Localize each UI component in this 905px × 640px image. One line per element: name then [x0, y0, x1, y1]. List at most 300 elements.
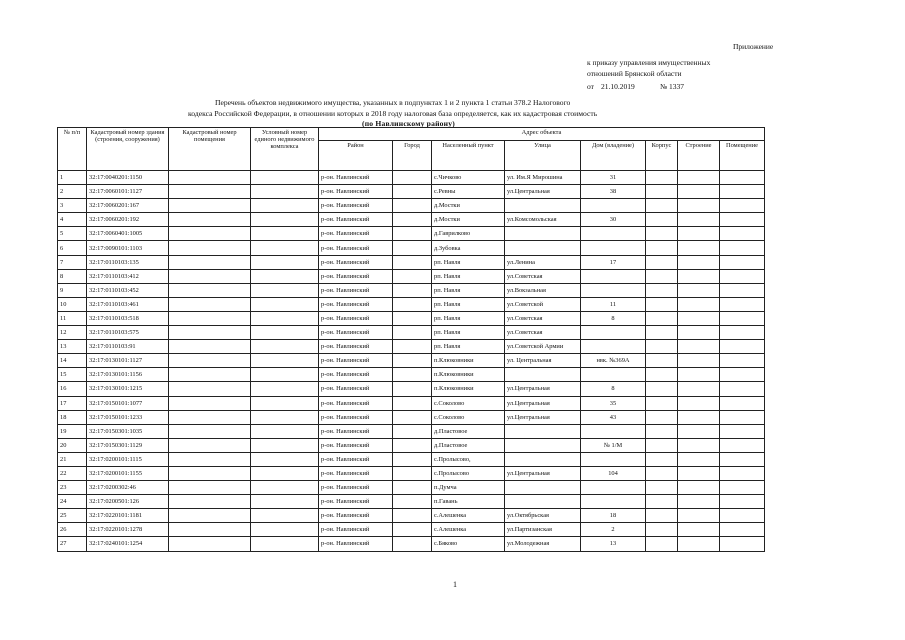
table-row	[58, 326, 765, 340]
header-address: Адрес объекта	[319, 128, 765, 141]
cell-structure	[678, 368, 720, 382]
cell-room-number	[169, 255, 251, 269]
cell-num: 14	[58, 354, 87, 368]
cell-house: 31	[581, 171, 646, 185]
cell-room-number	[169, 354, 251, 368]
cell-city	[393, 382, 432, 396]
table-row	[58, 495, 765, 509]
cell-room-number	[169, 227, 251, 241]
cell-district: р-он. Навлинский	[319, 466, 393, 480]
table-row	[58, 354, 765, 368]
cell-street: ул.Ленина	[505, 255, 581, 269]
cell-room	[720, 283, 765, 297]
cell-district: р-он. Навлинский	[319, 227, 393, 241]
cell-room	[720, 382, 765, 396]
cell-cadastral-number: 32:17:0130101:1215	[87, 382, 169, 396]
cell-street: ул.Партизанская	[505, 523, 581, 537]
document-heading-line-1: Перечень объектов недвижимого имущества, указанных в подпунктах 1 и 2 пункта 1 статьи 378.2 Налогового	[215, 98, 571, 107]
cell-street: ул.Центральная	[505, 185, 581, 199]
cell-conditional-number	[251, 523, 319, 537]
cell-room	[720, 424, 765, 438]
table-row	[58, 481, 765, 495]
cell-room-number	[169, 171, 251, 185]
cell-num: 11	[58, 311, 87, 325]
cell-room	[720, 523, 765, 537]
cell-locality: рп. Навля	[432, 326, 505, 340]
table-row	[58, 424, 765, 438]
document-heading-line-2: кодекса Российской Федерации, в отношении которых в 2018 году налоговая база определяется, как их кадастровая стоимость	[188, 109, 598, 118]
cell-block	[646, 438, 678, 452]
cell-room-number	[169, 424, 251, 438]
cell-house: 18	[581, 509, 646, 523]
header-block: Корпус	[646, 141, 678, 171]
cell-cadastral-number: 32:17:0060201:192	[87, 213, 169, 227]
table-row	[58, 255, 765, 269]
cell-structure	[678, 213, 720, 227]
cell-conditional-number	[251, 452, 319, 466]
cell-house: 13	[581, 537, 646, 551]
cell-block	[646, 466, 678, 480]
cell-conditional-number	[251, 283, 319, 297]
cell-num: 17	[58, 396, 87, 410]
cell-block	[646, 283, 678, 297]
cell-house	[581, 452, 646, 466]
cell-structure	[678, 410, 720, 424]
table-row	[58, 368, 765, 382]
cell-district: р-он. Навлинский	[319, 311, 393, 325]
cell-house: № 1/М	[581, 438, 646, 452]
header-city: Город	[393, 141, 432, 171]
cell-room-number	[169, 185, 251, 199]
cell-house	[581, 368, 646, 382]
cell-block	[646, 410, 678, 424]
table-row	[58, 452, 765, 466]
cell-room	[720, 438, 765, 452]
cell-cadastral-number: 32:17:0200501:126	[87, 495, 169, 509]
cell-cadastral-number: 32:17:0060201:167	[87, 199, 169, 213]
cell-cadastral-number: 32:17:0200302:46	[87, 481, 169, 495]
cell-cadastral-number: 32:17:0150301:1129	[87, 438, 169, 452]
cell-block	[646, 424, 678, 438]
cell-structure	[678, 199, 720, 213]
cell-cadastral-number: 32:17:0200101:1115	[87, 452, 169, 466]
cell-cadastral-number: 32:17:0150101:1233	[87, 410, 169, 424]
cell-conditional-number	[251, 340, 319, 354]
table-row	[58, 396, 765, 410]
header-structure: Строение	[678, 141, 720, 171]
cell-conditional-number	[251, 185, 319, 199]
document-heading-district: (по Навлинскому району)	[362, 119, 455, 128]
cell-room	[720, 241, 765, 255]
cell-street: ул.Центральная	[505, 382, 581, 396]
cell-cadastral-number: 32:17:0110103:91	[87, 340, 169, 354]
cell-locality: п.Гавань	[432, 495, 505, 509]
cell-num: 22	[58, 466, 87, 480]
cell-room	[720, 481, 765, 495]
cell-city	[393, 523, 432, 537]
cell-district: р-он. Навлинский	[319, 438, 393, 452]
cell-city	[393, 326, 432, 340]
cell-conditional-number	[251, 297, 319, 311]
cell-city	[393, 481, 432, 495]
cell-room	[720, 213, 765, 227]
cell-conditional-number	[251, 537, 319, 551]
cell-district: р-он. Навлинский	[319, 185, 393, 199]
cell-block	[646, 537, 678, 551]
cell-conditional-number	[251, 396, 319, 410]
cell-conditional-number	[251, 368, 319, 382]
cell-block	[646, 326, 678, 340]
cell-conditional-number	[251, 382, 319, 396]
cell-structure	[678, 481, 720, 495]
cell-locality: рп. Навля	[432, 269, 505, 283]
cell-block	[646, 382, 678, 396]
cell-house	[581, 227, 646, 241]
header-room: Помещение	[720, 141, 765, 171]
cell-num: 19	[58, 424, 87, 438]
cell-num: 8	[58, 269, 87, 283]
cell-room	[720, 311, 765, 325]
cell-structure	[678, 241, 720, 255]
cell-locality: рп. Навля	[432, 255, 505, 269]
cell-block	[646, 227, 678, 241]
table-row	[58, 241, 765, 255]
table-row	[58, 466, 765, 480]
cell-num: 21	[58, 452, 87, 466]
cell-structure	[678, 255, 720, 269]
cell-conditional-number	[251, 410, 319, 424]
cell-room-number	[169, 495, 251, 509]
cell-conditional-number	[251, 495, 319, 509]
cell-city	[393, 452, 432, 466]
cell-num: 20	[58, 438, 87, 452]
header-district: Район	[319, 141, 393, 171]
cell-district: р-он. Навлинский	[319, 382, 393, 396]
cell-street	[505, 199, 581, 213]
cell-room-number	[169, 523, 251, 537]
cell-street: ул.Молодежная	[505, 537, 581, 551]
cell-room-number	[169, 537, 251, 551]
cell-structure	[678, 452, 720, 466]
cell-city	[393, 438, 432, 452]
cell-district: р-он. Навлинский	[319, 481, 393, 495]
cell-structure	[678, 509, 720, 523]
cell-room-number	[169, 297, 251, 311]
cell-street	[505, 241, 581, 255]
cell-room	[720, 466, 765, 480]
table-row	[58, 185, 765, 199]
table-row	[58, 537, 765, 551]
appendix-number: № 1337	[660, 82, 685, 91]
cell-conditional-number	[251, 227, 319, 241]
cell-block	[646, 354, 678, 368]
cell-block	[646, 495, 678, 509]
cell-locality: с.Чичково	[432, 171, 505, 185]
cell-house: 38	[581, 185, 646, 199]
table-row	[58, 523, 765, 537]
cell-district: р-он. Навлинский	[319, 424, 393, 438]
cell-district: р-он. Навлинский	[319, 269, 393, 283]
cell-city	[393, 424, 432, 438]
cell-block	[646, 269, 678, 283]
cell-locality: рп. Навля	[432, 340, 505, 354]
cell-num: 25	[58, 509, 87, 523]
cell-district: р-он. Навлинский	[319, 452, 393, 466]
cell-house	[581, 283, 646, 297]
cell-house	[581, 495, 646, 509]
cell-city	[393, 466, 432, 480]
page-number: 1	[453, 580, 457, 589]
cell-street	[505, 495, 581, 509]
cell-city	[393, 537, 432, 551]
cell-city	[393, 410, 432, 424]
cell-locality: д.Мостки	[432, 199, 505, 213]
cell-conditional-number	[251, 311, 319, 325]
cell-num: 16	[58, 382, 87, 396]
cell-locality: с.Алешенка	[432, 509, 505, 523]
cell-locality: д.Зубовка	[432, 241, 505, 255]
cell-structure	[678, 340, 720, 354]
cell-locality: с.Алешенка	[432, 523, 505, 537]
cell-conditional-number	[251, 213, 319, 227]
cell-conditional-number	[251, 509, 319, 523]
cell-cadastral-number: 32:17:0060101:1127	[87, 185, 169, 199]
cell-room	[720, 537, 765, 551]
cell-district: р-он. Навлинский	[319, 495, 393, 509]
cell-house	[581, 424, 646, 438]
cell-structure	[678, 438, 720, 452]
header-conditional-number: Условный номер единого недвижимого комплекса	[251, 128, 319, 171]
cell-room-number	[169, 382, 251, 396]
cell-house: 11	[581, 297, 646, 311]
cell-district: р-он. Навлинский	[319, 297, 393, 311]
cell-locality: с.Бяково	[432, 537, 505, 551]
cell-block	[646, 481, 678, 495]
cell-room	[720, 495, 765, 509]
cell-city	[393, 255, 432, 269]
cell-cadastral-number: 32:17:0090101:1103	[87, 241, 169, 255]
table-row	[58, 171, 765, 185]
cell-block	[646, 340, 678, 354]
cell-house	[581, 326, 646, 340]
cell-street	[505, 368, 581, 382]
cell-cadastral-number: 32:17:0110103:135	[87, 255, 169, 269]
cell-locality: д.Мостки	[432, 213, 505, 227]
cell-room-number	[169, 396, 251, 410]
cell-cadastral-number: 32:17:0150101:1077	[87, 396, 169, 410]
header-house: Дом (владение)	[581, 141, 646, 171]
cell-num: 3	[58, 199, 87, 213]
cell-street: ул.Центральная	[505, 396, 581, 410]
cell-num: 1	[58, 171, 87, 185]
cell-room-number	[169, 199, 251, 213]
header-num: № п/п	[58, 128, 87, 171]
cell-conditional-number	[251, 255, 319, 269]
cell-cadastral-number: 32:17:0130101:1127	[87, 354, 169, 368]
cell-locality: д.Пластовое	[432, 438, 505, 452]
table-row	[58, 227, 765, 241]
cell-house: 2	[581, 523, 646, 537]
appendix-order-line: к приказу управления имущественных	[587, 58, 711, 67]
table-row	[58, 269, 765, 283]
cell-street	[505, 481, 581, 495]
cell-block	[646, 171, 678, 185]
appendix-date: 21.10.2019	[601, 82, 635, 91]
cell-district: р-он. Навлинский	[319, 368, 393, 382]
cell-num: 13	[58, 340, 87, 354]
cell-room-number	[169, 368, 251, 382]
cell-conditional-number	[251, 199, 319, 213]
cell-room-number	[169, 283, 251, 297]
table-row	[58, 438, 765, 452]
cell-city	[393, 185, 432, 199]
appendix-date-label: от	[587, 82, 594, 91]
cell-room-number	[169, 509, 251, 523]
cell-structure	[678, 326, 720, 340]
cell-room-number	[169, 269, 251, 283]
appendix-department-line: отношений Брянской области	[587, 69, 682, 78]
cell-city	[393, 241, 432, 255]
cell-district: р-он. Навлинский	[319, 523, 393, 537]
cell-district: р-он. Навлинский	[319, 241, 393, 255]
cell-street	[505, 438, 581, 452]
cell-city	[393, 354, 432, 368]
cell-block	[646, 199, 678, 213]
cell-num: 9	[58, 283, 87, 297]
cell-conditional-number	[251, 171, 319, 185]
cell-street: ул.Вокзальная	[505, 283, 581, 297]
cell-street: ул.Центральная	[505, 410, 581, 424]
cell-structure	[678, 297, 720, 311]
cell-conditional-number	[251, 466, 319, 480]
cell-locality: с.Пролысово	[432, 466, 505, 480]
cell-district: р-он. Навлинский	[319, 326, 393, 340]
cell-structure	[678, 382, 720, 396]
cell-district: р-он. Навлинский	[319, 396, 393, 410]
cell-room	[720, 199, 765, 213]
cell-cadastral-number: 32:17:0110103:575	[87, 326, 169, 340]
cell-num: 4	[58, 213, 87, 227]
cell-locality: п.Клюковники	[432, 354, 505, 368]
cell-structure	[678, 523, 720, 537]
cell-room	[720, 297, 765, 311]
cell-street: ул.Октябрьская	[505, 509, 581, 523]
cell-cadastral-number: 32:17:0110103:452	[87, 283, 169, 297]
cell-structure	[678, 396, 720, 410]
cell-house	[581, 241, 646, 255]
cell-block	[646, 255, 678, 269]
cell-conditional-number	[251, 326, 319, 340]
cell-block	[646, 396, 678, 410]
cell-district: р-он. Навлинский	[319, 509, 393, 523]
cell-block	[646, 523, 678, 537]
cell-house: 104	[581, 466, 646, 480]
cell-num: 15	[58, 368, 87, 382]
table-row	[58, 283, 765, 297]
cell-num: 7	[58, 255, 87, 269]
cell-room	[720, 509, 765, 523]
cell-locality: с.Соколово	[432, 396, 505, 410]
cell-district: р-он. Навлинский	[319, 283, 393, 297]
cell-block	[646, 185, 678, 199]
cell-block	[646, 241, 678, 255]
cell-city	[393, 509, 432, 523]
cell-cadastral-number: 32:17:0110103:412	[87, 269, 169, 283]
cell-room-number	[169, 466, 251, 480]
cell-block	[646, 368, 678, 382]
cell-cadastral-number: 32:17:0130101:1156	[87, 368, 169, 382]
cell-num: 12	[58, 326, 87, 340]
cell-house	[581, 199, 646, 213]
cell-cadastral-number: 32:17:0040201:1150	[87, 171, 169, 185]
cell-structure	[678, 354, 720, 368]
table-row	[58, 213, 765, 227]
cell-street	[505, 424, 581, 438]
cell-conditional-number	[251, 424, 319, 438]
cell-locality: д.Пластовое	[432, 424, 505, 438]
cell-room	[720, 410, 765, 424]
cell-room-number	[169, 326, 251, 340]
cell-cadastral-number: 32:17:0220101:1181	[87, 509, 169, 523]
cell-city	[393, 227, 432, 241]
cell-house	[581, 340, 646, 354]
cell-room-number	[169, 311, 251, 325]
cell-structure	[678, 495, 720, 509]
cell-city	[393, 340, 432, 354]
cell-structure	[678, 185, 720, 199]
cell-block	[646, 509, 678, 523]
cell-room	[720, 340, 765, 354]
cell-locality: п.Клюковники	[432, 368, 505, 382]
cell-district: р-он. Навлинский	[319, 537, 393, 551]
table-row	[58, 297, 765, 311]
cell-street: ул.Центральная	[505, 466, 581, 480]
cell-room	[720, 396, 765, 410]
cell-house	[581, 481, 646, 495]
cell-city	[393, 269, 432, 283]
cell-num: 2	[58, 185, 87, 199]
cell-street: ул.Советская	[505, 326, 581, 340]
cell-num: 27	[58, 537, 87, 551]
cell-room	[720, 185, 765, 199]
cell-locality: рп. Навля	[432, 311, 505, 325]
cell-street	[505, 452, 581, 466]
cell-cadastral-number: 32:17:0060401:1005	[87, 227, 169, 241]
cell-structure	[678, 227, 720, 241]
cell-house	[581, 269, 646, 283]
cell-cadastral-number: 32:17:0150301:1035	[87, 424, 169, 438]
cell-cadastral-number: 32:17:0110103:518	[87, 311, 169, 325]
cell-block	[646, 297, 678, 311]
cell-district: р-он. Навлинский	[319, 171, 393, 185]
table-row	[58, 311, 765, 325]
cell-room-number	[169, 438, 251, 452]
cell-locality: п.Клюковники	[432, 382, 505, 396]
cell-house: нвк. №369А	[581, 354, 646, 368]
cell-cadastral-number: 32:17:0240101:1254	[87, 537, 169, 551]
cell-room-number	[169, 410, 251, 424]
cell-room-number	[169, 452, 251, 466]
cell-room	[720, 227, 765, 241]
cell-city	[393, 283, 432, 297]
cell-district: р-он. Навлинский	[319, 255, 393, 269]
cell-street: ул. Им.Я Мирошина	[505, 171, 581, 185]
cell-city	[393, 495, 432, 509]
cell-room	[720, 255, 765, 269]
table-row	[58, 509, 765, 523]
cell-structure	[678, 424, 720, 438]
cell-street: ул.Советская	[505, 311, 581, 325]
